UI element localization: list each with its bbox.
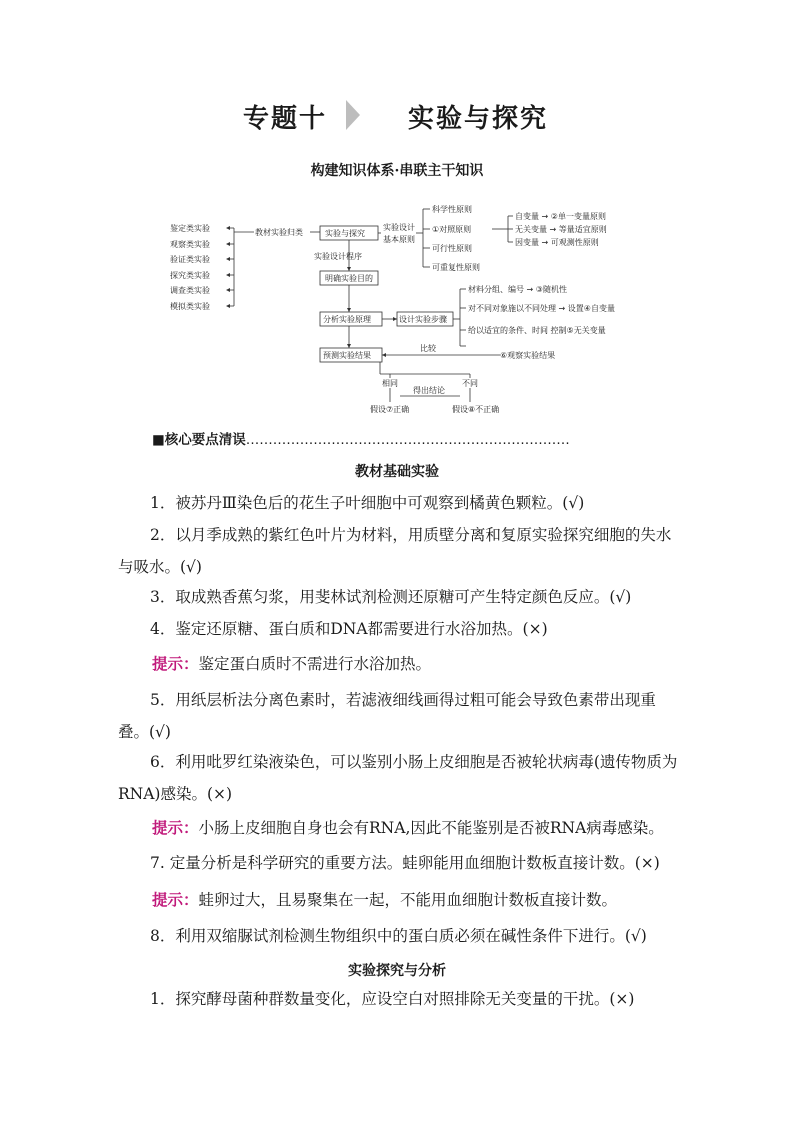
- diagram-variable: 无关变量 → 等量适宜原则: [515, 225, 607, 234]
- diagram-principle: ①对照原则: [432, 225, 472, 234]
- tip-note: [152, 812, 692, 844]
- diagram-left-item: 鉴定类实验: [170, 224, 210, 233]
- title-subject: 实验与探究: [408, 104, 549, 134]
- tip-note: [152, 884, 692, 916]
- list-item: 1．探究酵母菌种群数量变化，应设空白对照排除无关变量的干扰。(×): [150, 990, 635, 1008]
- tip-label: 提示：: [152, 891, 199, 909]
- list-item: 7. 定量分析是科学研究的重要方法。蛙卵能用血细胞计数板直接计数。(×): [150, 854, 660, 872]
- diagram-same: 相同: [382, 379, 398, 388]
- diagram-principle: 科学性原则: [432, 205, 472, 214]
- tip-text: 蛙卵过大，且易聚集在一起，不能用血细胞计数板直接计数。: [198, 891, 618, 909]
- diagram-principle: 可重复性原则: [432, 263, 480, 272]
- diagram-diff: 不同: [462, 379, 478, 388]
- list-item: 2．以月季成熟的紫红色叶片为材料，用质壁分离和复原实验探究细胞的失水与吸水。(√): [118, 526, 672, 576]
- list-item: 8．利用双缩脲试剂检测生物组织中的蛋白质必须在碱性条件下进行。(√): [150, 927, 647, 945]
- diagram-classify: 教材实验归类: [255, 228, 303, 237]
- diagram-left-item: 模拟类实验: [170, 302, 210, 311]
- title-topic: 专题十: [243, 104, 328, 134]
- diagram-hyp-true: 假设⑦正确: [370, 405, 410, 414]
- group-heading: 教材基础实验: [355, 464, 439, 480]
- tip-text: 小肠上皮细胞自身也会有RNA,因此不能鉴别是否被RNA病毒感染。: [198, 819, 664, 837]
- list-item: 1．被苏丹Ⅲ染色后的花生子叶细胞中可观察到橘黄色颗粒。(√): [150, 494, 585, 512]
- diagram-step: 明确实验目的: [325, 274, 373, 283]
- diagram-variable: 自变量 → ②单一变量原则: [515, 212, 606, 221]
- group-heading: 实验探究与分析: [348, 963, 446, 979]
- diagram-compare: 比较: [420, 344, 436, 353]
- tip-label: 提示：: [152, 819, 199, 837]
- diagram-step-detail: 对不同对象施以不同处理 → 设置④自变量: [468, 304, 615, 313]
- section-heading-text: ■核心要点清误: [152, 432, 246, 448]
- diagram-basis-line2: 基本原则: [383, 235, 415, 244]
- diagram-step: 设计实验步骤: [399, 315, 447, 324]
- diagram-left-item: 调查类实验: [170, 286, 210, 295]
- diagram-hyp-false: 假设⑧不正确: [452, 405, 500, 414]
- diagram-left-item: 验证类实验: [170, 255, 210, 264]
- list-item: 5．用纸层析法分离色素时，若滤液细线画得过粗可能会导致色素带出现重叠。(√): [118, 691, 656, 741]
- chevron-right-icon: [344, 100, 362, 130]
- section-heading-leader: ………………………………………………………………: [245, 432, 570, 448]
- diagram-basis-line1: 实验设计: [383, 223, 415, 232]
- diagram-step: 预测实验结果: [323, 351, 371, 360]
- list-item: 3．取成熟香蕉匀浆，用斐林试剂检测还原糖可产生特定颜色反应。(√): [150, 588, 632, 606]
- diagram-design-program: 实验设计程序: [314, 252, 362, 261]
- diagram-variable: 因变量 → 可观测性原则: [515, 238, 599, 247]
- knowledge-diagram: [170, 196, 670, 418]
- tip-text: 鉴定蛋白质时不需进行水浴加热。: [198, 655, 432, 673]
- diagram-step-detail: 给以适宜的条件、时间 控制⑤无关变量: [468, 326, 606, 335]
- diagram-left-item: 观察类实验: [170, 240, 210, 249]
- diagram-left-item: 探究类实验: [170, 271, 210, 280]
- tip-note: [152, 648, 692, 680]
- list-item: 6．利用吡罗红染液染色，可以鉴别小肠上皮细胞是否被轮状病毒(遗传物质为RNA)感染。(×): [118, 753, 678, 803]
- section-heading: [152, 428, 570, 448]
- diagram-step-detail: 材料分组、编号 → ③随机性: [468, 285, 567, 294]
- diagram-conclude: 得出结论: [413, 386, 445, 395]
- diagram-step-detail: ⑥观察实验结果: [500, 351, 556, 360]
- diagram-explore: 实验与探究: [325, 229, 365, 238]
- page-title: [0, 98, 794, 138]
- diagram-principle: 可行性原则: [432, 244, 472, 253]
- list-item: 4．鉴定还原糖、蛋白质和DNA都需要进行水浴加热。(×): [150, 620, 548, 638]
- diagram-step: 分析实验原理: [323, 315, 371, 324]
- tip-label: 提示：: [152, 655, 199, 673]
- subtitle: 构建知识体系·串联主干知识: [310, 163, 484, 179]
